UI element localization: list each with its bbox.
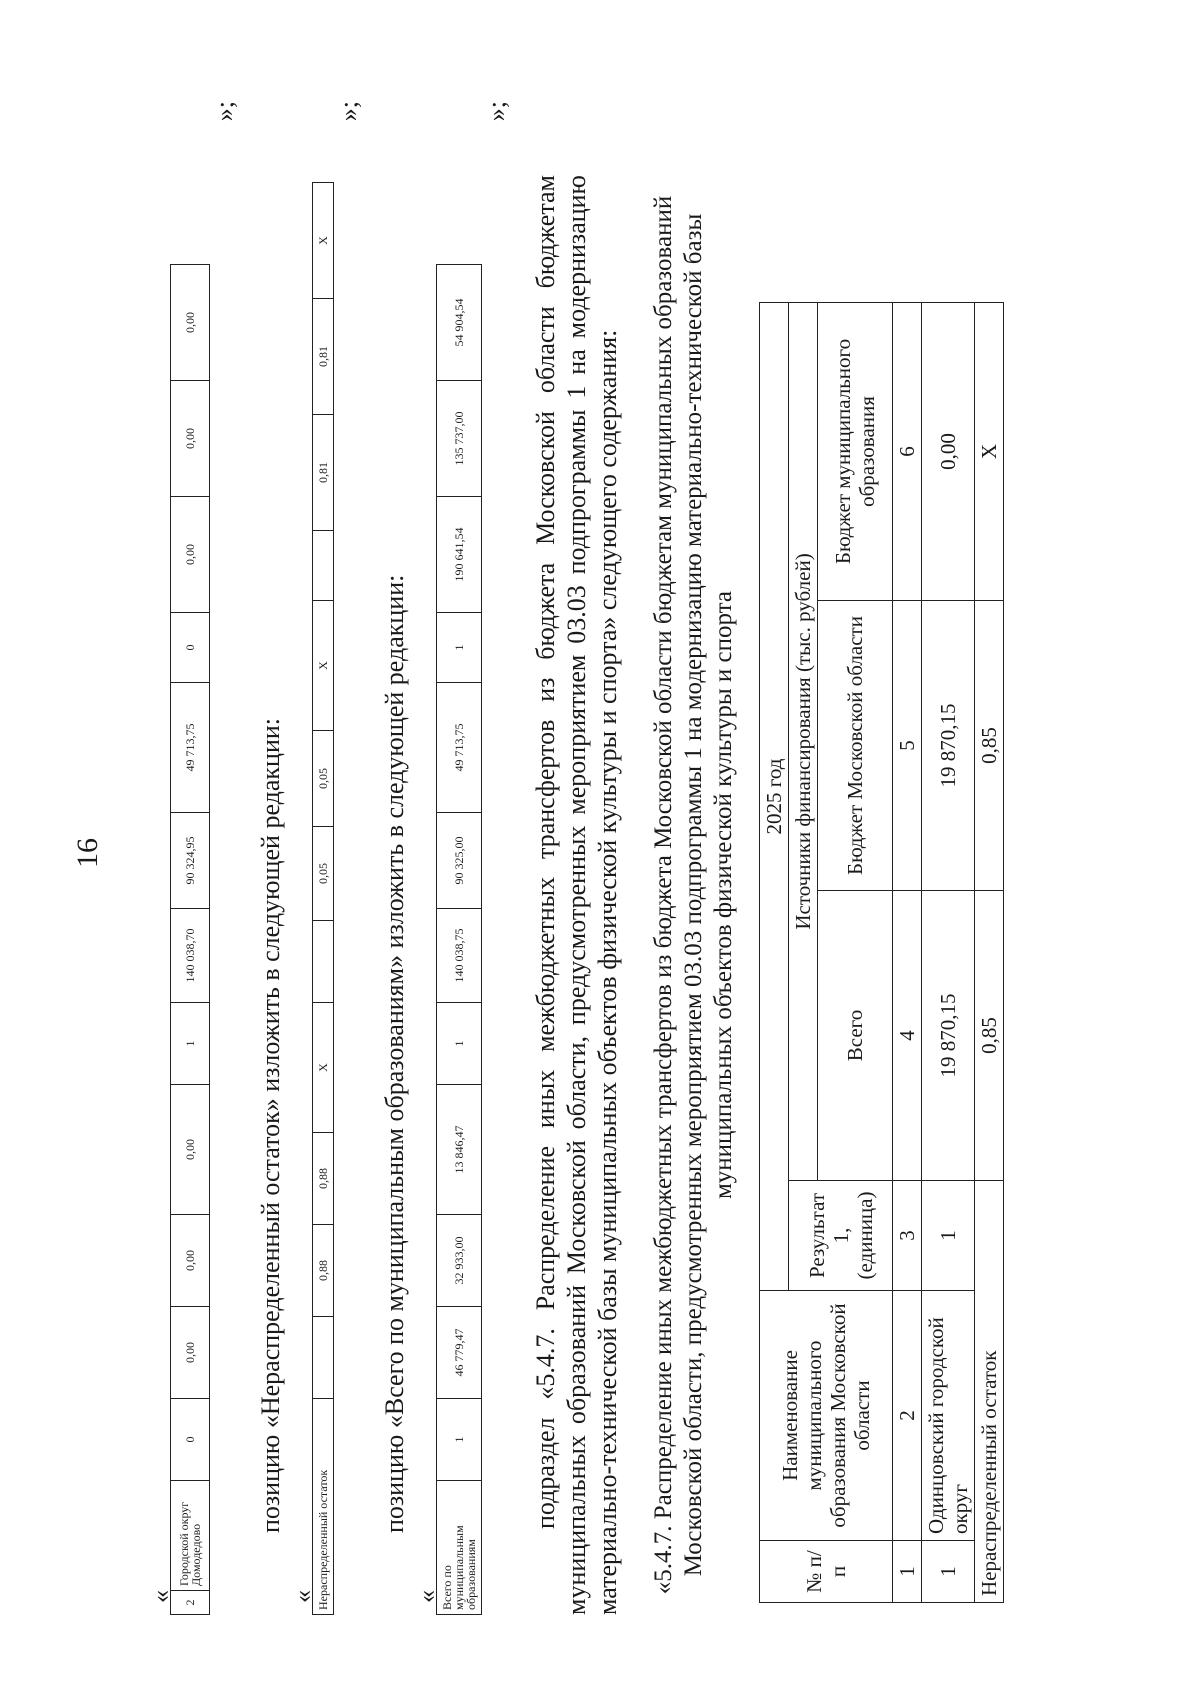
quote-open: «: [288, 1590, 317, 1603]
cell: 0: [171, 1399, 210, 1481]
header-sources: Источники финансирования (тыс. рублей): [789, 302, 818, 1180]
section-title: «5.4.7. Распределение иных межбюджетных трансфертов из бюджета Московской области бюджетам муниципальных образований Московской области, предусмотренных мероприятием 03.03 подпрограммы 1 на модернизацию материально-технической базы муниципальных объектов физической культуры и спорта: [650, 195, 737, 1595]
cell-region-budget: 19 870,15: [922, 601, 975, 891]
column-number: 2: [893, 1291, 922, 1541]
table-column-numbers: [893, 302, 922, 1602]
page-number: 16: [71, 838, 104, 868]
cell: 0,88: [313, 1225, 334, 1317]
quote-close: »;: [210, 101, 239, 122]
table-header-row: [760, 302, 789, 1602]
cell: [313, 531, 334, 601]
cell: 49 713,75: [171, 683, 210, 813]
cell: 135 737,00: [437, 381, 482, 497]
cell: 49 713,75: [437, 683, 482, 813]
cell: 190 641,54: [437, 497, 482, 613]
quote-open: «: [146, 1590, 175, 1603]
header-year: 2025 год: [760, 302, 789, 1290]
cell: 0,00: [171, 1085, 210, 1215]
cell-result: 1: [922, 1181, 975, 1291]
cell-residual-label: Нераспределенный остаток: [975, 1181, 1004, 1603]
header-region-budget: Бюджет Московской области: [818, 601, 893, 891]
cell-total: 19 870,15: [922, 891, 975, 1181]
cell: 1: [437, 613, 482, 683]
distribution-table: [759, 302, 1004, 1603]
cell: 90 324,95: [171, 813, 210, 909]
header-municipal-budget: Бюджет муниципального образования: [818, 302, 893, 600]
cell: 140 038,70: [171, 909, 210, 1003]
cell: 0,00: [171, 1307, 210, 1399]
cell: 140 038,75: [437, 909, 482, 1003]
cell: 0,00: [171, 1215, 210, 1307]
column-number: 3: [893, 1181, 922, 1291]
column-number: 6: [893, 302, 922, 600]
quote-open: «: [412, 1590, 441, 1603]
cell: X: [313, 183, 334, 299]
cell: X: [313, 601, 334, 731]
cell: 0,00: [171, 497, 210, 613]
cell-total-label: Всего по муниципальным образованиям: [437, 1481, 482, 1615]
table-row: [171, 265, 210, 1615]
heading-total: позицию «Всего по муниципальным образованиям» изложить в следующей редакции:: [380, 574, 409, 1533]
cell-municipality: Одинцовский городской округ: [922, 1291, 975, 1541]
cell: 0,00: [171, 381, 210, 497]
column-number: 1: [893, 1541, 922, 1603]
rotated-page-content: [146, 95, 1030, 1615]
column-number: 5: [893, 601, 922, 891]
cell-municipal-budget: 0,00: [922, 302, 975, 600]
cell-total: 0,85: [975, 891, 1004, 1181]
header-number: № п/п: [760, 1541, 893, 1603]
table-residual: [312, 182, 334, 1615]
cell: 0,88: [313, 1133, 334, 1225]
header-municipality: Наименование муниципального образования Московской области: [760, 1291, 893, 1541]
cell: 54 904,54: [437, 265, 482, 381]
cell-residual-label: Нераспределенный остаток: [313, 1399, 334, 1615]
cell-region-budget: 0,85: [975, 601, 1004, 891]
cell: 0,81: [313, 415, 334, 531]
amendment-paragraph: подраздел «5.4.7. Распределение иных межбюджетных трансфертов из бюджета Московской области бюджетам муниципальных образований Московской области, предусмотренных мероприятием 03.03 подпрограммы 1 на модернизацию материально-технической базы муниципальных объектов физической культуры и спорта» следующего содержания:: [531, 175, 622, 1615]
quote-close: »;: [334, 101, 363, 122]
cell: X: [313, 1003, 334, 1133]
cell: 0,81: [313, 299, 334, 415]
cell: 32 933,00: [437, 1215, 482, 1307]
cell: 90 325,00: [437, 813, 482, 909]
cell: 0,05: [313, 731, 334, 827]
cell: 1: [171, 1003, 210, 1085]
cell: 1: [437, 1399, 482, 1481]
table-row: [922, 302, 975, 1602]
cell: 0,05: [313, 827, 334, 921]
table-row-2: [170, 264, 210, 1615]
cell-municipal-budget: X: [975, 302, 1004, 600]
table-row: [975, 302, 1004, 1602]
table-row: [437, 265, 482, 1615]
cell: 0,00: [171, 265, 210, 381]
cell: [313, 1317, 334, 1399]
quote-close: »;: [482, 101, 511, 122]
cell: 1: [437, 1003, 482, 1085]
heading-residual: позицию «Нераспределенный остаток» изложить в следующей редакции:: [256, 717, 285, 1533]
cell: 46 779,47: [437, 1307, 482, 1399]
cell: 0: [171, 613, 210, 683]
column-number: 4: [893, 891, 922, 1181]
cell-municipality: Городской округ Домодедово: [171, 1481, 210, 1591]
table-row: [313, 183, 334, 1615]
cell: [313, 921, 334, 1003]
header-total: Всего: [818, 891, 893, 1181]
header-result: Результат 1, (единица): [789, 1181, 893, 1291]
cell-number: 1: [922, 1541, 975, 1603]
cell-number: 2: [171, 1591, 210, 1615]
table-total: [436, 264, 482, 1615]
cell: 13 846,47: [437, 1085, 482, 1215]
